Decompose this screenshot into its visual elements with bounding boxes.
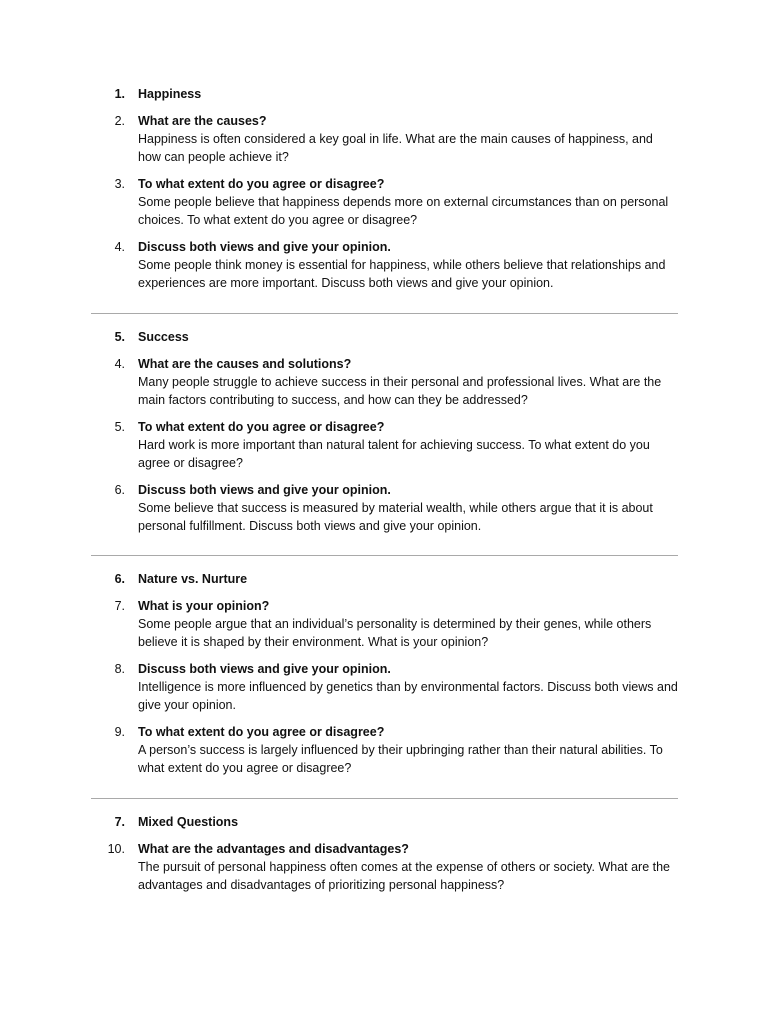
- question-text: Some people believe that happiness depends more on external circumstances than on personal choices. To what extent do you agree or disagree?: [138, 195, 669, 227]
- list-number: 8.: [114, 662, 125, 676]
- question-text: Hard work is more important than natural talent for achieving success. To what extent do you agree or disagree?: [138, 438, 650, 470]
- question-item: [91, 660, 678, 714]
- list-number: 4.: [114, 357, 125, 371]
- list-number: 5.: [114, 420, 125, 434]
- list-number: 3.: [114, 177, 125, 191]
- question-item: [91, 840, 678, 894]
- list-number: 5.: [114, 330, 125, 344]
- question-item: [91, 597, 678, 651]
- question-type: What are the causes?: [138, 114, 267, 128]
- question-type: What are the causes and solutions?: [138, 357, 352, 371]
- question-text: Some people argue that an individual’s personality is determined by their genes, while others believe it is shaped by their environment. What is your opinion?: [138, 617, 652, 649]
- question-item: [91, 355, 678, 409]
- question-item: [91, 723, 678, 777]
- list-number: 4.: [114, 240, 125, 254]
- question-type: What are the advantages and disadvantages?: [138, 842, 409, 856]
- question-type: Discuss both views and give your opinion.: [138, 483, 391, 497]
- section-title: Nature vs. Nurture: [138, 572, 248, 586]
- list-number: 7.: [114, 815, 125, 829]
- section-divider: [91, 798, 678, 799]
- section-title: Happiness: [138, 87, 202, 101]
- question-text: Happiness is often considered a key goal in life. What are the main causes of happiness, and how can people achieve it?: [138, 132, 653, 164]
- question-text: Some believe that success is measured by material wealth, while others argue that it is about personal fulfillment. Discuss both views and give your opinion.: [138, 501, 653, 533]
- question-text: Some people think money is essential for happiness, while others believe that relationships and experiences are more important. Discuss both views and give your opinion.: [138, 258, 666, 290]
- question-type: To what extent do you agree or disagree?: [138, 725, 385, 739]
- question-text: A person’s success is largely influenced by their upbringing rather than their natural abilities. To what extent do you agree or disagree?: [138, 743, 663, 775]
- question-type: What is your opinion?: [138, 599, 270, 613]
- list-number: 2.: [114, 114, 125, 128]
- question-text: Many people struggle to achieve success in their personal and professional lives. What are the main factors contributing to success, and how can they be addressed?: [138, 375, 662, 407]
- question-type: To what extent do you agree or disagree?: [138, 177, 385, 191]
- section-title: Mixed Questions: [138, 815, 239, 829]
- list-number: 7.: [114, 599, 125, 613]
- question-text: Intelligence is more influenced by genetics than by environmental factors. Discuss both views and give your opinion.: [138, 680, 678, 712]
- section-heading: [91, 570, 678, 588]
- section-heading: [91, 813, 678, 831]
- question-type: Discuss both views and give your opinion.: [138, 662, 391, 676]
- list-number: 6.: [114, 572, 125, 586]
- list-number: 6.: [114, 483, 125, 497]
- section-heading: [91, 328, 678, 346]
- section-success: [91, 328, 678, 544]
- section-title: Success: [138, 330, 189, 344]
- question-item: [91, 238, 678, 292]
- question-type: Discuss both views and give your opinion.: [138, 240, 391, 254]
- question-item: [91, 112, 678, 166]
- section-happiness: [91, 85, 678, 301]
- question-item: [91, 481, 678, 535]
- list-number: 10.: [107, 842, 125, 856]
- question-type: To what extent do you agree or disagree?: [138, 420, 385, 434]
- question-item: [91, 175, 678, 229]
- list-number: 9.: [114, 725, 125, 739]
- list-number: 1.: [114, 87, 125, 101]
- section-mixed-questions: [91, 813, 678, 903]
- section-divider: [91, 555, 678, 556]
- section-divider: [91, 313, 678, 314]
- question-item: [91, 418, 678, 472]
- section-heading: [91, 85, 678, 103]
- section-nature-vs-nurture: [91, 570, 678, 786]
- question-text: The pursuit of personal happiness often comes at the expense of others or society. What are the advantages and disadvantages of prioritizing personal happiness?: [138, 860, 671, 892]
